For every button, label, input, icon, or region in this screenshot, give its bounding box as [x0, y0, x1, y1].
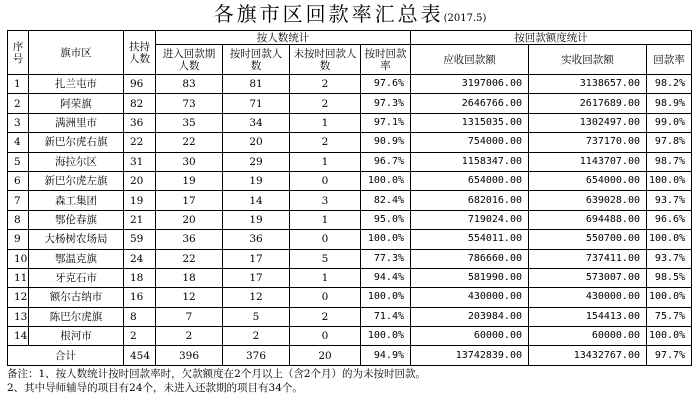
cell-ontime-rate: 97.6%	[361, 75, 411, 94]
cell-received: 737411.00	[529, 249, 647, 268]
cell-region: 陈巴尔虎旗	[29, 307, 124, 326]
total-rate: 97.7%	[647, 346, 692, 365]
cell-region: 根河市	[29, 327, 124, 346]
cell-entered: 2	[156, 327, 223, 346]
cell-support: 19	[124, 191, 156, 210]
cell-entered: 73	[156, 94, 223, 113]
cell-region: 满洲里市	[29, 113, 124, 132]
cell-support: 18	[124, 268, 156, 287]
cell-received: 654000.00	[529, 171, 647, 190]
cell-received: 3138657.00	[529, 75, 647, 94]
note-1: 备注：1、按人数统计按时回款率时，欠款额度在2个月以上（含2个月）的为未按时回款。	[7, 368, 427, 380]
total-due: 13742839.00	[411, 346, 529, 365]
cell-late: 1	[290, 210, 361, 229]
cell-received: 430000.00	[529, 288, 647, 307]
cell-entered: 22	[156, 249, 223, 268]
cell-ontime-rate: 94.4%	[361, 268, 411, 287]
total-ontime: 376	[223, 346, 290, 365]
cell-late: 3	[290, 191, 361, 210]
cell-due: 719024.00	[411, 210, 529, 229]
cell-ontime: 5	[223, 307, 290, 326]
cell-rate: 93.7%	[647, 249, 692, 268]
cell-due: 554011.00	[411, 230, 529, 249]
total-ontime-rate: 94.9%	[361, 346, 411, 365]
cell-seq: 6	[8, 171, 29, 190]
cell-support: 2	[124, 327, 156, 346]
cell-ontime-rate: 95.0%	[361, 210, 411, 229]
cell-due: 581990.00	[411, 268, 529, 287]
cell-ontime-rate: 97.1%	[361, 113, 411, 132]
cell-seq: 8	[8, 210, 29, 229]
table-row	[8, 133, 692, 152]
cell-ontime-rate: 100.0%	[361, 327, 411, 346]
cell-received: 694488.00	[529, 210, 647, 229]
cell-ontime-rate: 96.7%	[361, 152, 411, 171]
total-row	[8, 346, 692, 365]
table-row	[8, 75, 692, 94]
cell-seq: 10	[8, 249, 29, 268]
cell-rate: 96.6%	[647, 210, 692, 229]
cell-seq: 1	[8, 75, 29, 94]
cell-ontime: 2	[223, 327, 290, 346]
cell-late: 2	[290, 307, 361, 326]
cell-support: 82	[124, 94, 156, 113]
table-row	[8, 210, 692, 229]
total-received: 13432767.00	[529, 346, 647, 365]
cell-support: 22	[124, 133, 156, 152]
cell-entered: 18	[156, 268, 223, 287]
total-late: 20	[290, 346, 361, 365]
cell-rate: 98.5%	[647, 268, 692, 287]
cell-support: 31	[124, 152, 156, 171]
cell-entered: 17	[156, 191, 223, 210]
cell-late: 2	[290, 94, 361, 113]
cell-seq: 11	[8, 268, 29, 287]
cell-rate: 93.7%	[647, 191, 692, 210]
cell-seq: 4	[8, 133, 29, 152]
cell-late: 1	[290, 113, 361, 132]
cell-received: 573007.00	[529, 268, 647, 287]
cell-due: 654000.00	[411, 171, 529, 190]
cell-ontime: 36	[223, 230, 290, 249]
cell-entered: 7	[156, 307, 223, 326]
cell-support: 8	[124, 307, 156, 326]
cell-rate: 98.2%	[647, 75, 692, 94]
cell-due: 1315035.00	[411, 113, 529, 132]
cell-received: 2617689.00	[529, 94, 647, 113]
total-entered: 396	[156, 346, 223, 365]
table-row	[8, 288, 692, 307]
cell-region: 阿荣旗	[29, 94, 124, 113]
cell-support: 16	[124, 288, 156, 307]
cell-region: 新巴尔虎右旗	[29, 133, 124, 152]
cell-ontime-rate: 77.3%	[361, 249, 411, 268]
cell-due: 60000.00	[411, 327, 529, 346]
header-entered: 进入回款期人数	[156, 45, 223, 75]
cell-rate: 99.0%	[647, 113, 692, 132]
cell-region: 大杨树农场局	[29, 230, 124, 249]
cell-ontime-rate: 82.4%	[361, 191, 411, 210]
page-subtitle: (2017.5)	[443, 13, 487, 24]
header-row-1	[8, 31, 692, 45]
cell-region: 海拉尔区	[29, 152, 124, 171]
cell-ontime: 17	[223, 249, 290, 268]
cell-due: 203984.00	[411, 307, 529, 326]
cell-seq: 3	[8, 113, 29, 132]
cell-ontime: 81	[223, 75, 290, 94]
notes	[7, 367, 697, 395]
cell-rate: 98.7%	[647, 152, 692, 171]
cell-region: 新巴尔虎左旗	[29, 171, 124, 190]
header-rate: 回款率	[647, 45, 692, 75]
cell-ontime: 20	[223, 133, 290, 152]
cell-ontime: 19	[223, 210, 290, 229]
table-row	[8, 249, 692, 268]
cell-received: 550700.00	[529, 230, 647, 249]
cell-late: 0	[290, 327, 361, 346]
header-support: 扶持人数	[124, 31, 156, 75]
cell-ontime: 19	[223, 171, 290, 190]
cell-support: 24	[124, 249, 156, 268]
cell-ontime-rate: 97.3%	[361, 94, 411, 113]
cell-seq: 14	[8, 327, 29, 346]
cell-received: 1302497.00	[529, 113, 647, 132]
cell-received: 639028.00	[529, 191, 647, 210]
cell-rate: 100.0%	[647, 171, 692, 190]
table-row	[8, 94, 692, 113]
cell-ontime: 29	[223, 152, 290, 171]
cell-seq: 12	[8, 288, 29, 307]
cell-due: 754000.00	[411, 133, 529, 152]
cell-region: 鄂温克旗	[29, 249, 124, 268]
cell-late: 5	[290, 249, 361, 268]
total-support: 454	[124, 346, 156, 365]
cell-late: 1	[290, 152, 361, 171]
header-ontime: 按时回款人数	[223, 45, 290, 75]
cell-due: 786660.00	[411, 249, 529, 268]
cell-due: 682016.00	[411, 191, 529, 210]
table-row	[8, 327, 692, 346]
cell-seq: 13	[8, 307, 29, 326]
cell-late: 2	[290, 75, 361, 94]
cell-rate: 98.9%	[647, 94, 692, 113]
table-row	[8, 230, 692, 249]
cell-rate: 100.0%	[647, 230, 692, 249]
cell-region: 鄂伦春旗	[29, 210, 124, 229]
cell-ontime-rate: 90.9%	[361, 133, 411, 152]
table-row	[8, 152, 692, 171]
cell-ontime-rate: 71.4%	[361, 307, 411, 326]
cell-region: 森工集团	[29, 191, 124, 210]
cell-ontime-rate: 100.0%	[361, 288, 411, 307]
cell-late: 2	[290, 133, 361, 152]
cell-ontime: 71	[223, 94, 290, 113]
cell-due: 2646766.00	[411, 94, 529, 113]
page-title: 各旗市区回款率汇总表	[213, 2, 444, 26]
cell-rate: 97.8%	[647, 133, 692, 152]
header-region: 旗市区	[29, 31, 124, 75]
cell-region: 额尔古纳市	[29, 288, 124, 307]
cell-ontime: 34	[223, 113, 290, 132]
header-late: 未按时回款人数	[290, 45, 361, 75]
cell-ontime: 14	[223, 191, 290, 210]
cell-late: 0	[290, 230, 361, 249]
cell-ontime: 12	[223, 288, 290, 307]
cell-received: 60000.00	[529, 327, 647, 346]
cell-seq: 5	[8, 152, 29, 171]
cell-received: 737170.00	[529, 133, 647, 152]
cell-support: 36	[124, 113, 156, 132]
cell-ontime: 17	[223, 268, 290, 287]
header-due: 应收回款额	[411, 45, 529, 75]
cell-entered: 30	[156, 152, 223, 171]
cell-entered: 83	[156, 75, 223, 94]
cell-region: 扎兰屯市	[29, 75, 124, 94]
cell-late: 1	[290, 268, 361, 287]
title-area	[0, 0, 700, 30]
header-ontime-rate: 按时回款率	[361, 45, 411, 75]
note-2: 2、其中导师辅导的项目有24个，未进入还款期的项目有34个。	[7, 382, 303, 394]
cell-rate: 100.0%	[647, 288, 692, 307]
cell-received: 154413.00	[529, 307, 647, 326]
cell-entered: 36	[156, 230, 223, 249]
cell-ontime-rate: 100.0%	[361, 230, 411, 249]
cell-seq: 9	[8, 230, 29, 249]
cell-entered: 12	[156, 288, 223, 307]
header-group-people: 按人数统计	[156, 31, 411, 45]
cell-entered: 20	[156, 210, 223, 229]
cell-late: 0	[290, 171, 361, 190]
cell-received: 1143707.00	[529, 152, 647, 171]
table-row	[8, 268, 692, 287]
cell-rate: 100.0%	[647, 327, 692, 346]
cell-support: 96	[124, 75, 156, 94]
table-row	[8, 113, 692, 132]
header-group-amount: 按回款额度统计	[411, 31, 692, 45]
cell-due: 430000.00	[411, 288, 529, 307]
header-seq: 序号	[8, 31, 29, 75]
cell-region: 牙克石市	[29, 268, 124, 287]
cell-seq: 2	[8, 94, 29, 113]
table-row	[8, 171, 692, 190]
cell-entered: 35	[156, 113, 223, 132]
cell-entered: 19	[156, 171, 223, 190]
cell-support: 21	[124, 210, 156, 229]
cell-due: 3197006.00	[411, 75, 529, 94]
cell-support: 20	[124, 171, 156, 190]
table-row	[8, 307, 692, 326]
total-label: 合计	[8, 346, 124, 365]
cell-ontime-rate: 100.0%	[361, 171, 411, 190]
table-row	[8, 191, 692, 210]
cell-rate: 75.7%	[647, 307, 692, 326]
cell-late: 0	[290, 288, 361, 307]
header-received: 实收回款额	[529, 45, 647, 75]
summary-table	[7, 30, 692, 366]
cell-due: 1158347.00	[411, 152, 529, 171]
cell-seq: 7	[8, 191, 29, 210]
cell-entered: 22	[156, 133, 223, 152]
cell-support: 59	[124, 230, 156, 249]
